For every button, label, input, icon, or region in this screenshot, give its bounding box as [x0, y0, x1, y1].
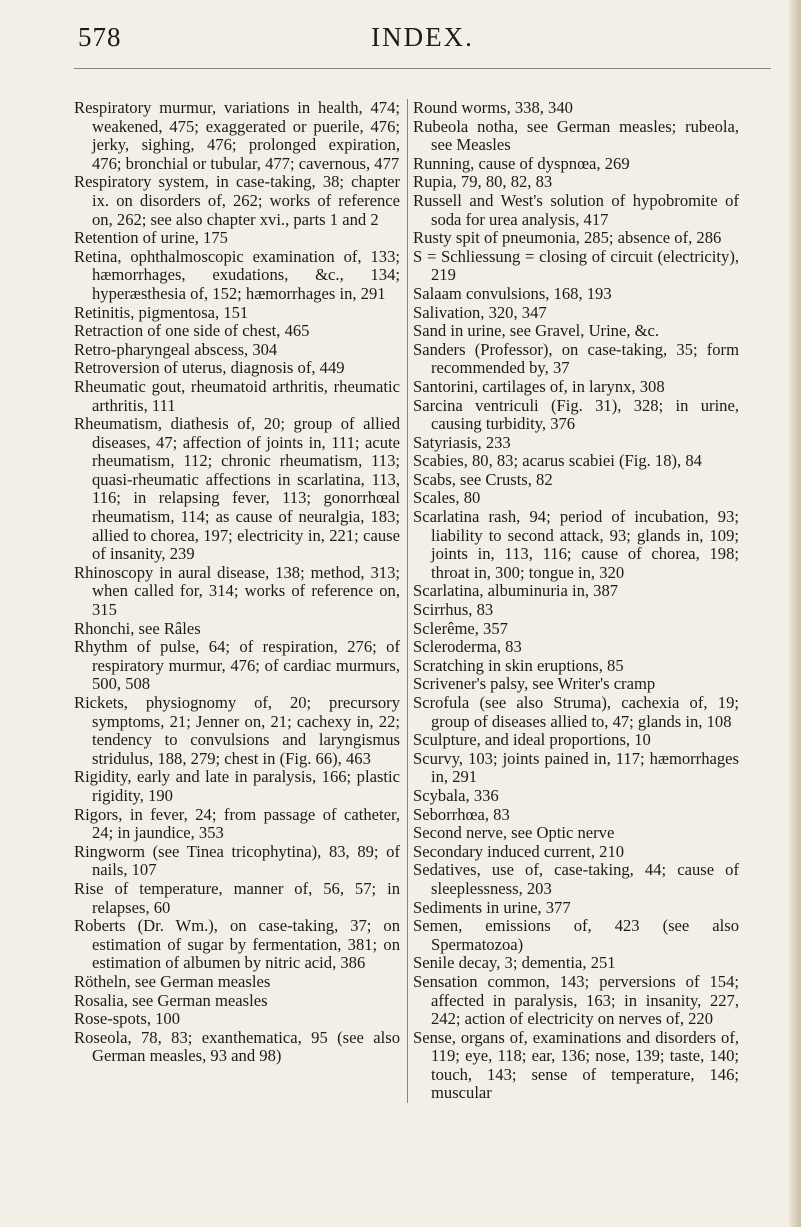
- index-entry: Rickets, physiognomy of, 20; precursory symptoms, 21; Jenner on, 21; cachexy in, 22; tendency to convulsions and laryngismus stridulus, 188, 279; chest in (Fig. 66), 463: [74, 693, 400, 768]
- index-entry: Rubeola notha, see German measles; rubeola, see Measles: [413, 116, 739, 155]
- index-entry: Senile decay, 3; dementia, 251: [413, 953, 616, 973]
- index-entry: S = Schliessung = closing of circuit (electricity), 219: [413, 246, 739, 285]
- index-entry: Scarlatina rash, 94; period of incubation, 93; liability to second attack, 93; glands in, 109; joints in, 113, 116; cause of chorea, 198; throat in, 300; tongue in, 320: [413, 507, 739, 582]
- index-entry: Sclerême, 357: [413, 618, 508, 638]
- index-entry: Russell and West's solution of hypobromite of soda for urea analysis, 417: [413, 190, 739, 229]
- index-entry: Retention of urine, 175: [74, 228, 228, 248]
- index-entry: Rusty spit of pneumonia, 285; absence of, 286: [413, 228, 722, 248]
- index-entry: Scrivener's palsy, see Writer's cramp: [413, 674, 656, 694]
- index-entry: Scirrhus, 83: [413, 600, 494, 620]
- index-entry: Round worms, 338, 340: [413, 98, 573, 117]
- index-entry: Retraction of one side of chest, 465: [74, 321, 310, 341]
- index-entry: Sediments in urine, 377: [413, 897, 571, 917]
- index-entry: Rötheln, see German measles: [74, 971, 271, 991]
- index-entry: Scales, 80: [413, 488, 481, 508]
- index-entry: Sanders (Professor), on case-taking, 35; form recommended by, 37: [413, 339, 739, 378]
- left-column: [74, 99, 408, 1103]
- index-entry: Rheumatic gout, rheumatoid arthritis, rheumatic arthritis, 111: [74, 376, 400, 415]
- index-entry: Secondary induced current, 210: [413, 841, 625, 861]
- index-entry: Retinitis, pigmentosa, 151: [74, 302, 249, 322]
- index-entry: Rise of temperature, manner of, 56, 57; in relapses, 60: [74, 878, 400, 917]
- index-entry: Satyriasis, 233: [413, 432, 511, 452]
- index-entry: Sarcina ventriculi (Fig. 31), 328; in urine, causing turbidity, 376: [413, 395, 739, 434]
- index-entry: Rosalia, see German measles: [74, 990, 268, 1010]
- index-entry: Respiratory system, in case-taking, 38; chapter ix. on disorders of, 262; works of reference on, 262; see also chapter xvi., parts 1 and 2: [74, 172, 400, 229]
- index-entry: Retroversion of uterus, diagnosis of, 449: [74, 358, 345, 378]
- index-entry: Santorini, cartilages of, in larynx, 308: [413, 376, 665, 396]
- index-entry: Retina, ophthalmoscopic examination of, 133; hæmorrhages, exudations, &c., 134; hyperæsthesia of, 152; hæmorrhages in, 291: [74, 246, 400, 303]
- index-entry: Rhythm of pulse, 64; of respiration, 276; of respiratory murmur, 476; of cardiac murmurs, 500, 508: [74, 637, 400, 694]
- index-entry: Rupia, 79, 80, 82, 83: [413, 172, 553, 192]
- index-entry: Scurvy, 103; joints pained in, 117; hæmorrhages in, 291: [413, 748, 739, 787]
- page-header: [74, 22, 771, 69]
- index-entry: Running, cause of dyspnœa, 269: [413, 153, 630, 173]
- index-entry: Salaam convulsions, 168, 193: [413, 283, 612, 303]
- index-entry: Scybala, 336: [413, 785, 499, 805]
- index-entry: Salivation, 320, 347: [413, 302, 547, 322]
- index-entry: Scarlatina, albuminuria in, 387: [413, 581, 619, 601]
- page-number: 578: [78, 22, 122, 52]
- index-entry: Second nerve, see Optic nerve: [413, 823, 615, 843]
- index-entry: Ringworm (see Tinea tricophytina), 83, 89; of nails, 107: [74, 841, 400, 880]
- index-entry: Rigidity, early and late in paralysis, 166; plastic rigidity, 190: [74, 767, 400, 805]
- index-entry: Sand in urine, see Gravel, Urine, &c.: [413, 321, 660, 341]
- index-columns: [74, 99, 771, 1103]
- index-entry: Rigors, in fever, 24; from passage of catheter, 24; in jaundice, 353: [74, 804, 400, 843]
- index-entry: Respiratory murmur, variations in health, 474; weakened, 475; exaggerated or puerile, 476; jerky, sighing, 476; prolonged expiration, 476; bronchial or tubular, 477; cavernous, 477: [74, 98, 400, 173]
- index-entry: Scabs, see Crusts, 82: [413, 469, 553, 489]
- index-entry: Sensation common, 143; perversions of 154; affected in paralysis, 163; in insanity, 227, 242; action of electricity on nerves of, 220: [413, 971, 739, 1029]
- index-entry: Scrofula (see also Struma), cachexia of, 19; group of diseases allied to, 47; glands in, 108: [413, 693, 739, 731]
- index-entry: Scleroderma, 83: [413, 637, 522, 657]
- index-entry: Rose-spots, 100: [74, 1009, 181, 1029]
- page-edge-shadow: [789, 0, 801, 1227]
- index-entry: Seborrhœa, 83: [413, 804, 510, 824]
- index-entry: Rheumatism, diathesis of, 20; group of allied diseases, 47; affection of joints in, 111; acute rheumatism, 112; chronic rheumatism, 113; quasi-rheumatic affections in scarlatina, 113, 116; in relapsing fever, 113; gonorrhœal rheumatism, 114; as cause of neuralgia, 183; allied to chorea, 197; electricity in, 221; cause of insanity, 239: [74, 414, 400, 564]
- index-entry: Scratching in skin eruptions, 85: [413, 655, 624, 675]
- index-entry: Sedatives, use of, case-taking, 44; cause of sleeplessness, 203: [413, 860, 739, 898]
- index-entry: Sense, organs of, examinations and disorders of, 119; eye, 118; ear, 136; nose, 139; taste, 140; touch, 143; sense of temperature, 146; muscular: [413, 1027, 739, 1103]
- running-title: INDEX.: [371, 22, 474, 52]
- index-entry: Rhinoscopy in aural disease, 138; method, 313; when called for, 314; works of reference on, 315: [74, 562, 400, 620]
- index-entry: Scabies, 80, 83; acarus scabiei (Fig. 18), 84: [413, 451, 702, 471]
- index-entry: Semen, emissions of, 423 (see also Spermatozoa): [413, 916, 739, 954]
- index-entry: Sculpture, and ideal proportions, 10: [413, 730, 651, 750]
- right-column: [413, 99, 739, 1103]
- index-entry: Rhonchi, see Râles: [74, 618, 201, 638]
- index-entry: Roberts (Dr. Wm.), on case-taking, 37; on estimation of sugar by fermentation, 381; on estimation of albumen by nitric acid, 386: [74, 916, 400, 973]
- index-entry: Roseola, 78, 83; exanthematica, 95 (see also German measles, 93 and 98): [74, 1027, 400, 1066]
- index-entry: Retro-pharyngeal abscess, 304: [74, 339, 278, 359]
